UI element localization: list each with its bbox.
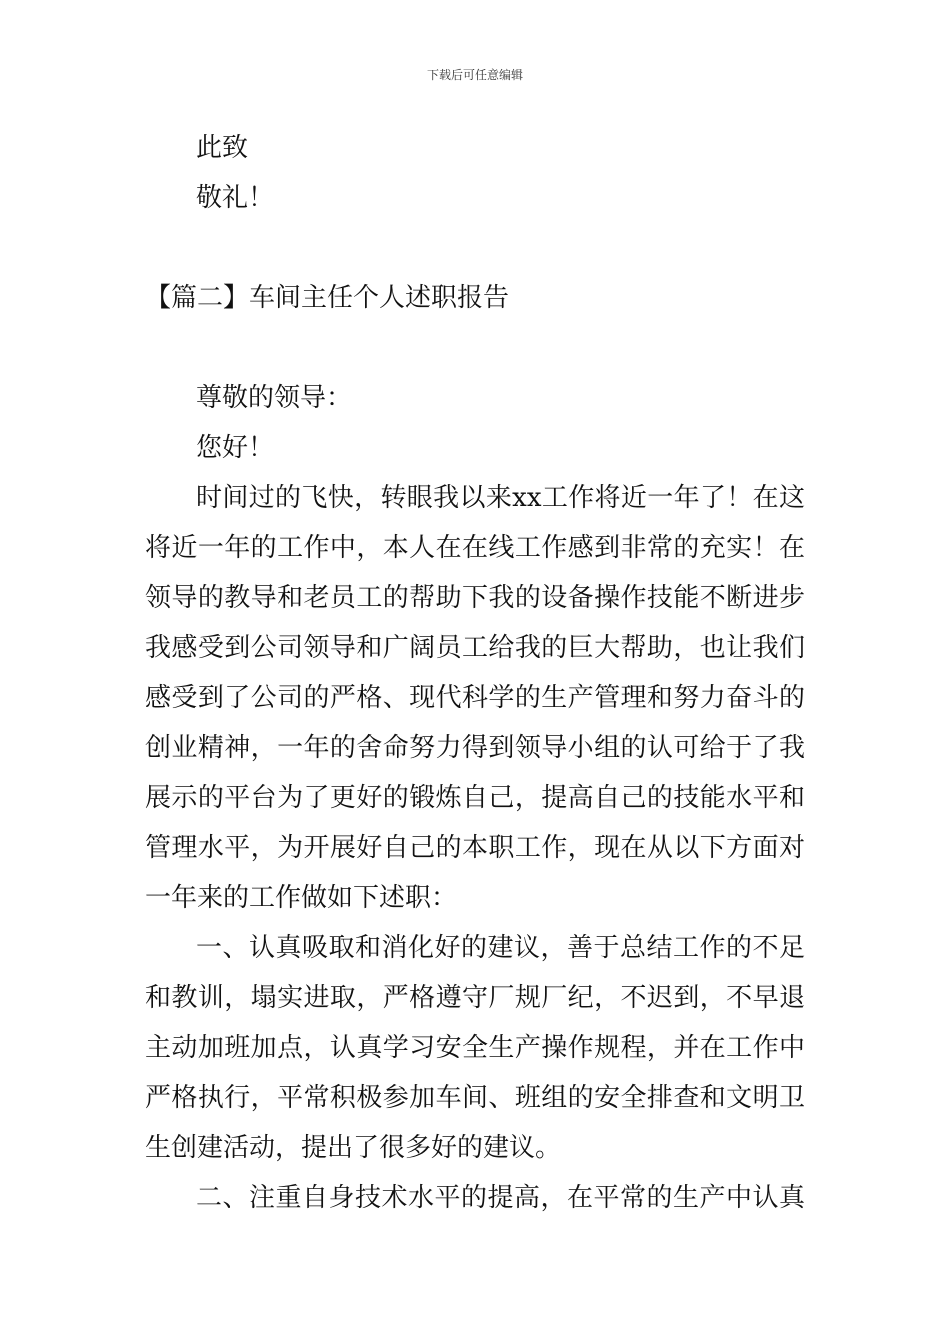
paragraph-2-line: 一、认真吸取和消化好的建议，善于总结工作的不足 [196,933,805,963]
paragraph-1-line: 将近一年的工作中，本人在在线工作感到非常的充实！在 [145,533,805,563]
paragraph-2-line: 生创建活动，提出了很多好的建议。 [145,1133,562,1163]
paragraph-2-line: 和教训，塌实进取，严格遵守厂规厂纪，不迟到，不早退 [145,983,805,1013]
paragraph-1-line: 领导的教导和老员工的帮助下我的设备操作技能不断进步 [145,583,805,613]
paragraph-1-line: 时间过的飞快，转眼我以来xx工作将近一年了！在这 [196,483,805,513]
paragraph-1-line: 管理水平，为开展好自己的本职工作，现在从以下方面对 [145,833,805,863]
paragraph-2-line: 严格执行，平常积极参加车间、班组的安全排查和文明卫 [145,1083,805,1113]
greeting: 您好！ [196,433,275,463]
paragraph-1-line: 我感受到公司领导和广阔员工给我的巨大帮助，也让我们 [145,633,805,663]
paragraph-3-line: 二、注重自身技术水平的提高，在平常的生产中认真 [196,1183,805,1213]
page-header-note: 下载后可任意编辑 [426,68,523,82]
closing-line-1: 此致 [196,133,249,163]
paragraph-1-line: 感受到了公司的严格、现代科学的生产管理和努力奋斗的 [145,683,805,713]
paragraph-1-line: 创业精神，一年的舍命努力得到领导小组的认可给于了我 [145,733,805,763]
salutation: 尊敬的领导： [196,383,353,413]
paragraph-2-line: 主动加班加点，认真学习安全生产操作规程，并在工作中 [145,1033,805,1063]
paragraph-1-line: 一年来的工作做如下述职： [145,883,458,913]
section-title: 【篇二】车间主任个人述职报告 [145,283,510,313]
paragraph-1-line: 展示的平台为了更好的锻炼自己，提高自己的技能水平和 [145,783,805,813]
closing-line-2: 敬礼！ [196,183,275,213]
